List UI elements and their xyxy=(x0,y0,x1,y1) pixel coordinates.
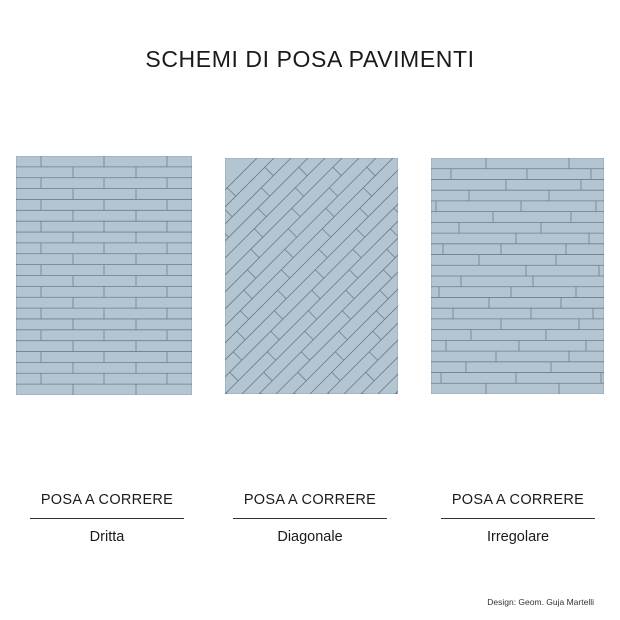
caption-subtitle: Dritta xyxy=(89,529,125,545)
caption-divider xyxy=(30,518,184,519)
caption-subtitle: Diagonale xyxy=(277,529,343,545)
pattern-dritta-panel xyxy=(16,156,192,395)
pattern-dritta-drawing xyxy=(16,156,192,395)
pattern-diagonale-panel xyxy=(225,158,398,394)
pattern-diagonale-drawing xyxy=(225,158,398,394)
caption-heading: POSA A CORRERE xyxy=(243,492,377,508)
caption-divider xyxy=(233,518,387,519)
pattern-irregolare-panel xyxy=(431,158,604,394)
caption-dritta xyxy=(27,490,187,547)
design-credit: Design: Geom. Guja Martelli xyxy=(487,597,594,607)
caption-divider xyxy=(441,518,595,519)
caption-subtitle: Irregolare xyxy=(486,529,550,545)
caption-irregolare xyxy=(438,490,598,547)
caption-heading: POSA A CORRERE xyxy=(40,492,174,508)
pattern-irregolare-drawing xyxy=(431,158,604,394)
caption-diagonale xyxy=(230,490,390,547)
caption-heading: POSA A CORRERE xyxy=(451,492,585,508)
page-title: SCHEMI DI POSA PAVIMENTI xyxy=(145,46,475,72)
